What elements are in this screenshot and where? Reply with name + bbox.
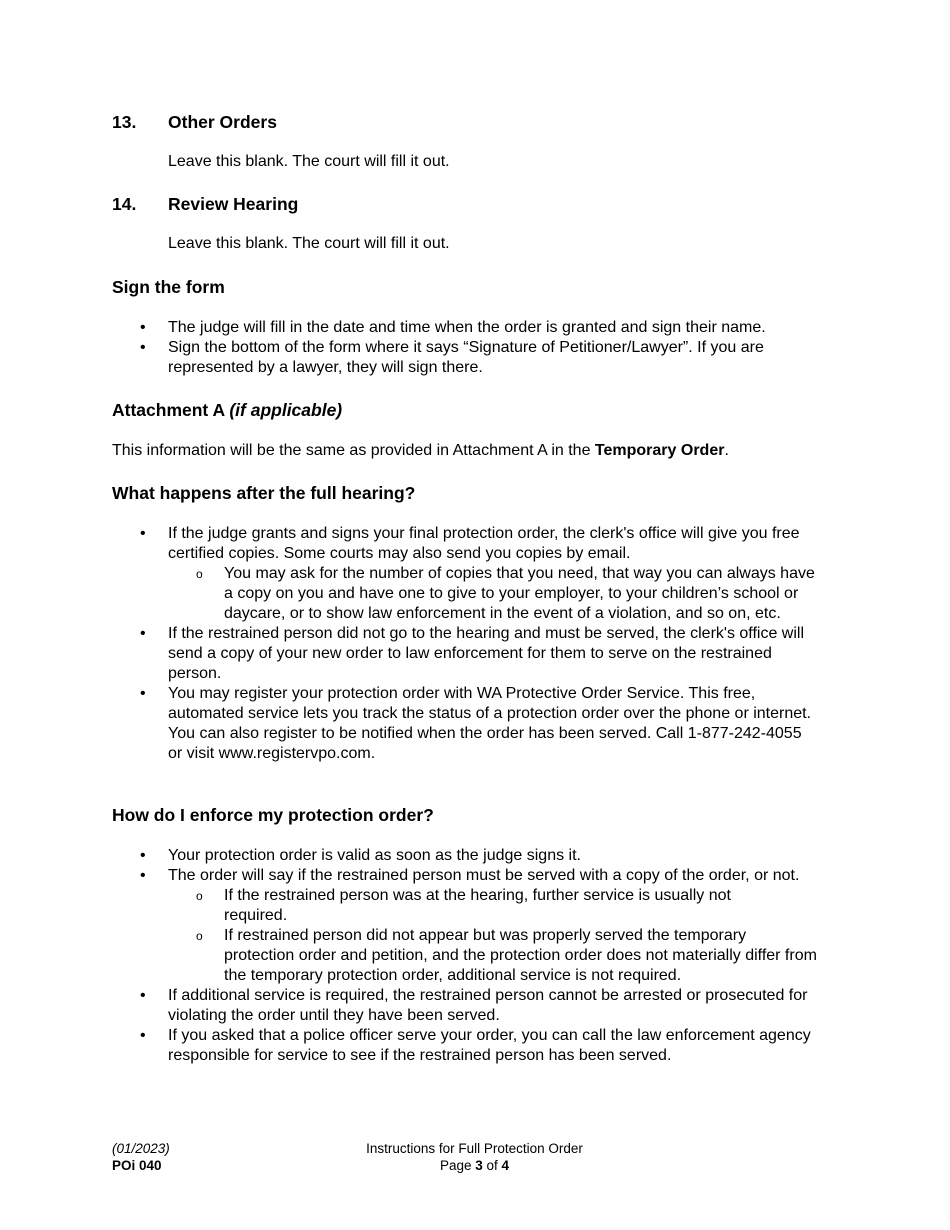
form-date-text: (01/2023) xyxy=(112,1141,170,1156)
page-total: 4 xyxy=(501,1158,510,1173)
sub-list xyxy=(168,564,822,624)
section-title: Review Hearing xyxy=(168,194,299,214)
page-number xyxy=(112,1157,837,1174)
enforce-list xyxy=(112,846,842,1066)
sign-form-list xyxy=(112,318,842,378)
attachment-heading xyxy=(112,400,342,420)
section-13-text: Leave this blank. The court will fill it out. xyxy=(168,153,450,170)
list-item: • You may register your protection order with WA Protective Order Service. This free, automated service lets you track the status of a protection order over the phone or internet. You can also register to be notified when the order has been served. Call 1-877-242-4055 or visit www.registervpo.com. xyxy=(112,684,842,764)
attachment-suffix: (if applicable) xyxy=(229,400,343,420)
section-title: Other Orders xyxy=(168,112,277,132)
sub-list-item: o If restrained person did not appear but was properly served the temporary protection order and petition, and the protection order does not materially differ from the temporary protection order, additional service is not required. xyxy=(168,926,817,986)
page-current: 3 xyxy=(475,1158,483,1173)
list-item: • Your protection order is valid as soon as the judge signs it. xyxy=(112,846,842,866)
attachment-text-end: . xyxy=(724,442,729,459)
list-item-text: If the judge grants and signs your final protection order, the clerk's office will give you free certified copies. Some courts may also send you copies by email. xyxy=(168,525,800,562)
after-hearing-list xyxy=(112,524,842,764)
sign-form-heading: Sign the form xyxy=(112,277,225,297)
section-14-text: Leave this blank. The court will fill it out. xyxy=(168,235,450,252)
list-item xyxy=(112,524,842,624)
form-id: POi 040 xyxy=(112,1158,162,1173)
page-prefix: Page xyxy=(439,1158,476,1173)
list-item: • If you asked that a police officer serve your order, you can call the law enforcement agency responsible for service to see if the restrained person has been served. xyxy=(112,1026,842,1066)
sub-list-item: o You may ask for the number of copies that you need, that way you can always have a copy on you and have one to give to your employer, to your children’s school or daycare, or to show law enforcement in the event of a violation, and so on, etc. xyxy=(168,564,822,624)
sub-list xyxy=(168,886,817,986)
form-title: Instructions for Full Protection Order xyxy=(366,1141,583,1156)
sub-list-item: o If the restrained person was at the hearing, further service is usually not required. xyxy=(168,886,817,926)
attachment-title: Attachment A xyxy=(112,400,225,420)
list-item xyxy=(112,866,842,986)
section-number: 13. xyxy=(112,112,137,132)
list-item: • If additional service is required, the restrained person cannot be arrested or prosecuted for violating the order until they have been served. xyxy=(112,986,842,1026)
temporary-order-term: Temporary Order xyxy=(594,442,725,459)
list-item: • If the restrained person did not go to the hearing and must be served, the clerk's office will send a copy of your new order to law enforcement for them to serve on the restrained person. xyxy=(112,624,842,684)
attachment-text-start: This information will be the same as provided in Attachment A in the xyxy=(112,442,595,459)
list-item: • Sign the bottom of the form where it says “Signature of Petitioner/Lawyer”. If you are represented by a lawyer, they will sign there. xyxy=(112,338,842,378)
list-item-text: The order will say if the restrained person must be served with a copy of the order, or not. xyxy=(168,867,800,884)
list-item: • The judge will fill in the date and time when the order is granted and sign their name. xyxy=(112,318,842,338)
section-number: 14. xyxy=(112,194,137,214)
page-of: of xyxy=(482,1158,502,1173)
after-hearing-heading: What happens after the full hearing? xyxy=(112,483,416,503)
attachment-text xyxy=(112,441,729,461)
enforce-heading: How do I enforce my protection order? xyxy=(112,805,434,825)
